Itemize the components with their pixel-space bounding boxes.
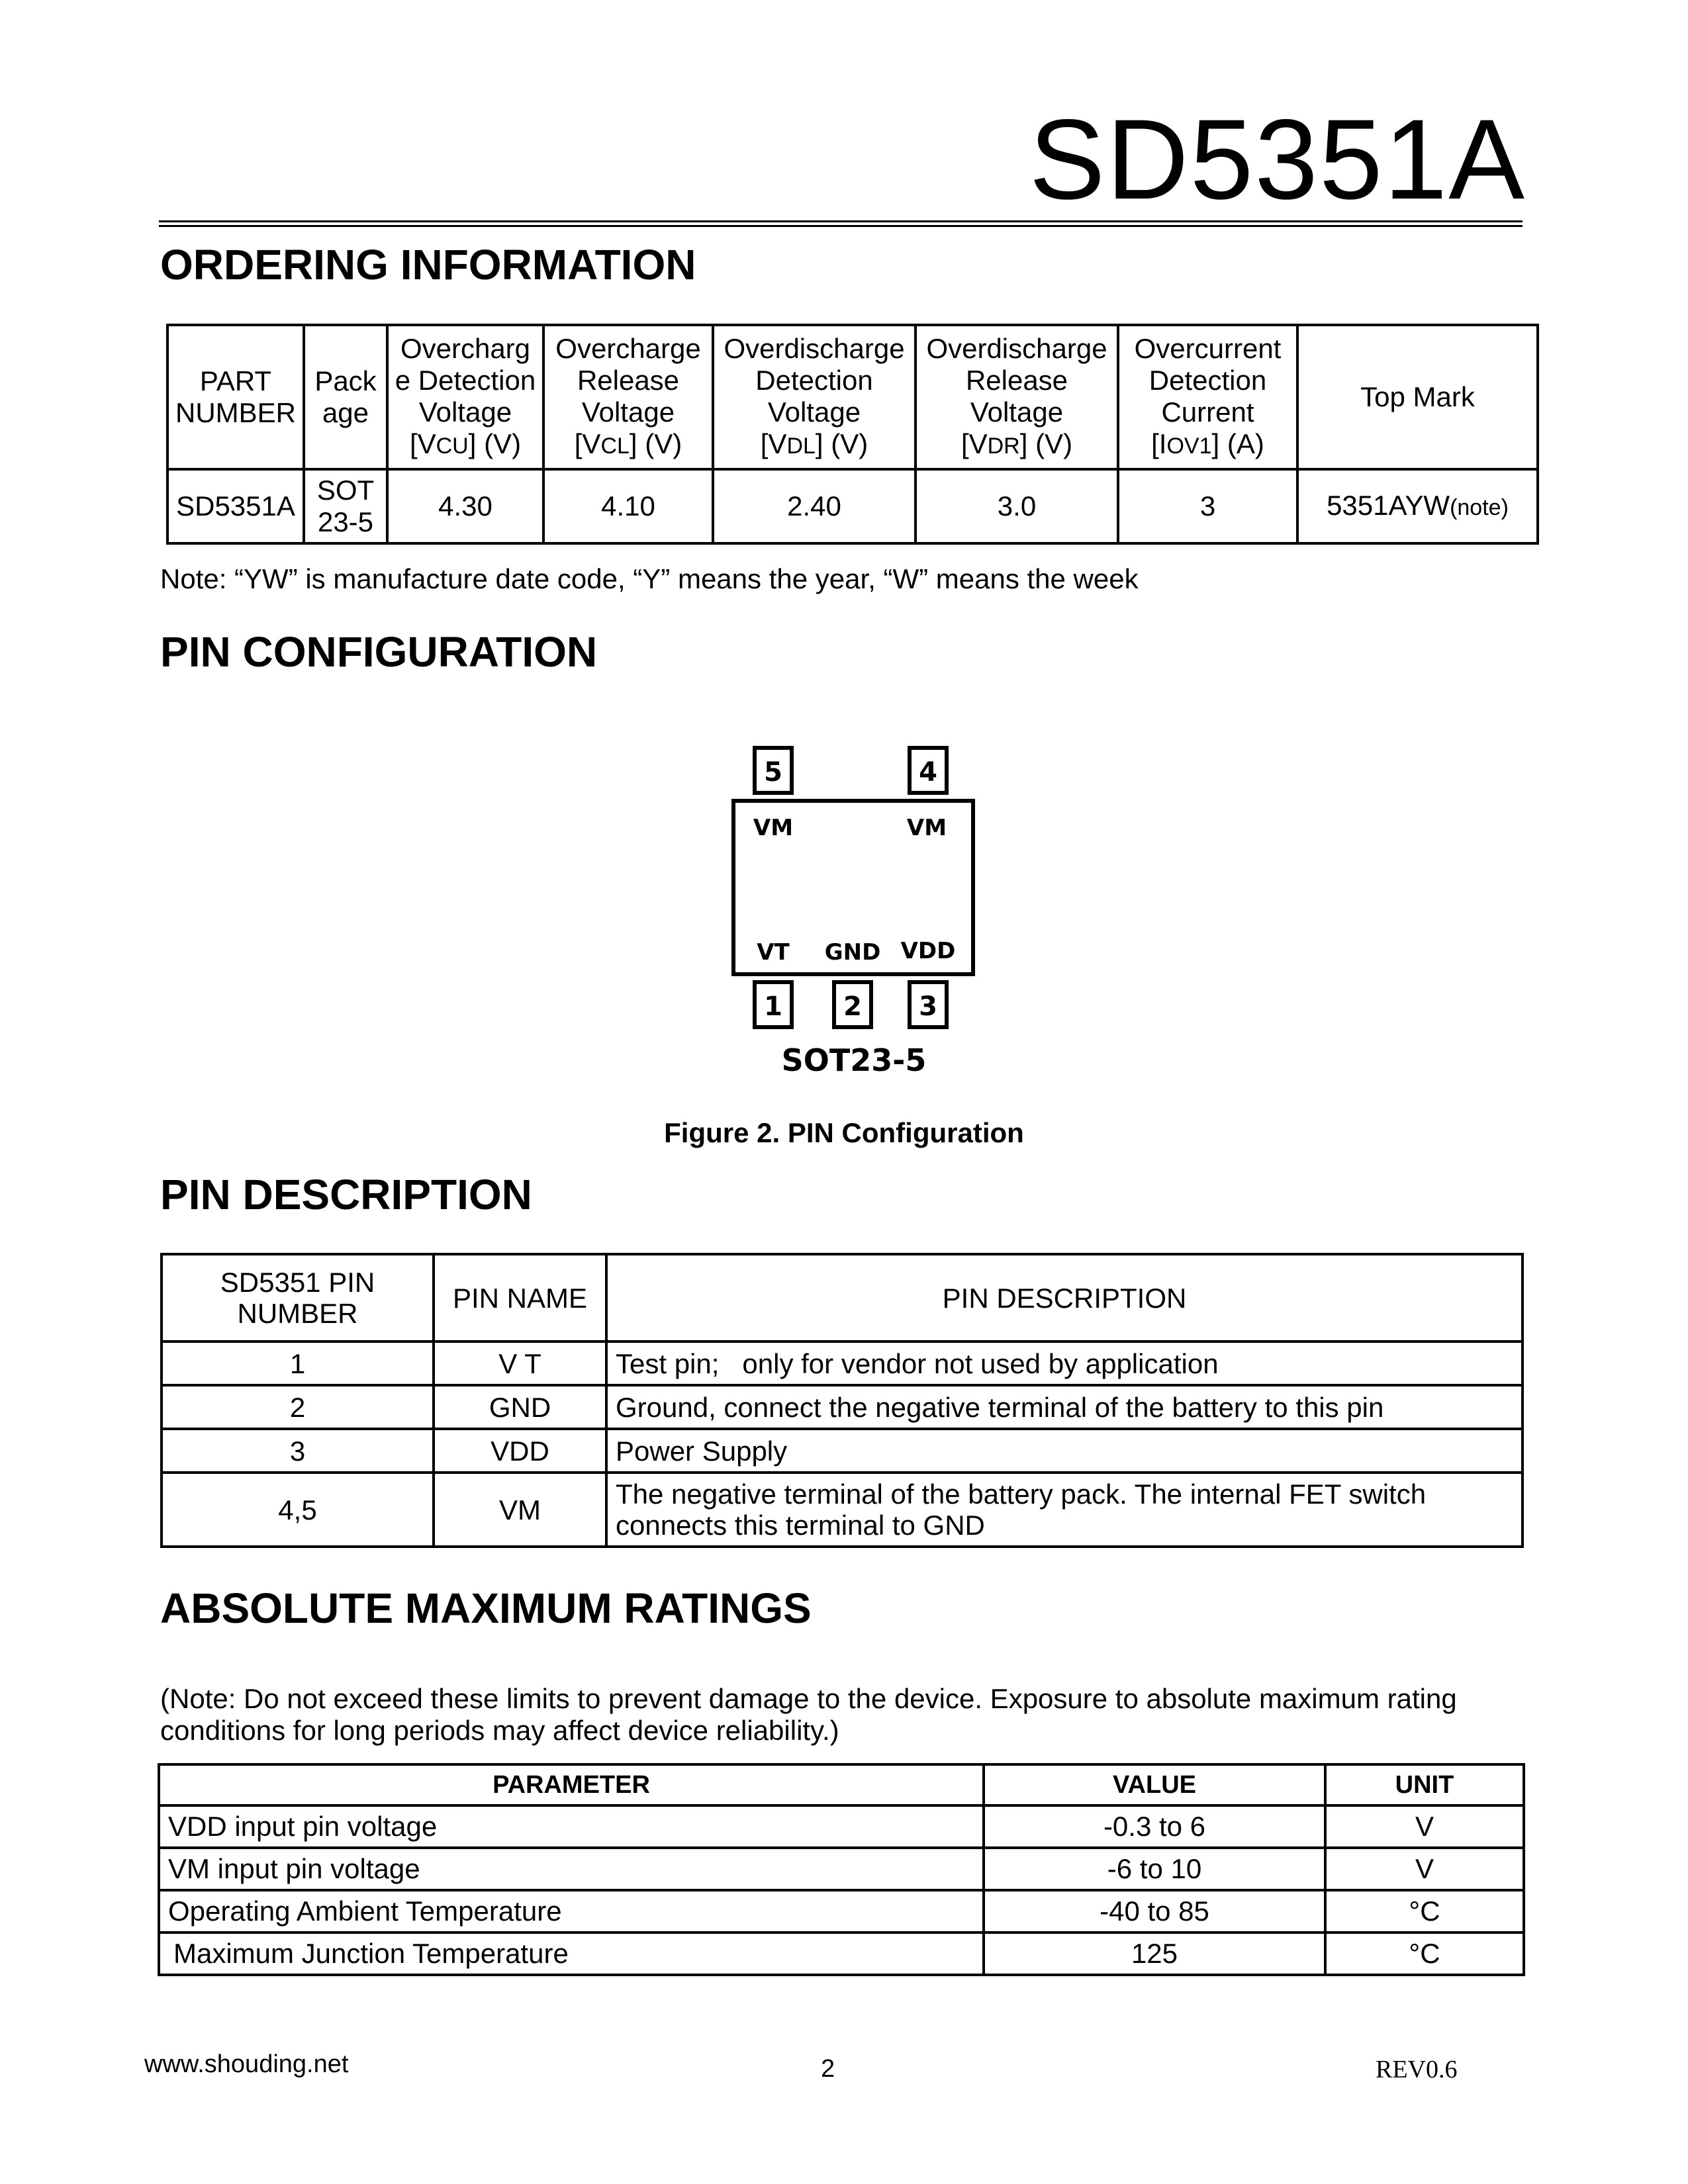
footer-website[interactable]: www.shouding.net — [144, 2050, 349, 2078]
sot23-5-pinout-diagram — [695, 741, 993, 1085]
param-unit: V — [1325, 1805, 1524, 1848]
pin5-number: 5 — [764, 757, 782, 788]
abs-max-table — [158, 1763, 1525, 1976]
pin-num: 2 — [162, 1385, 434, 1429]
document-title: SD5351A — [1029, 96, 1526, 223]
pin-name: V T — [434, 1342, 606, 1385]
pin-num: 4,5 — [162, 1473, 434, 1547]
col-part-number: PART NUMBER — [167, 325, 304, 469]
pin1-number: 1 — [764, 991, 782, 1022]
pin-desc: Test pin; only for vendor not used by application — [606, 1342, 1523, 1385]
pin-config-heading: PIN CONFIGURATION — [160, 628, 598, 676]
cell-vcu: 4.30 — [387, 469, 543, 543]
pin-name: VM — [434, 1473, 606, 1547]
col-vcu: Overcharg e Detection Voltage [VCU] (V) — [387, 325, 543, 469]
pin2-number: 2 — [843, 991, 862, 1022]
col-top-mark: Top Mark — [1297, 325, 1538, 469]
col-iov1: Overcurrent Detection Current [IOV1] (A) — [1118, 325, 1297, 469]
table-row — [159, 1848, 1524, 1890]
param-value: 125 — [984, 1933, 1325, 1975]
header-rule — [159, 220, 1523, 227]
package-name: SOT23-5 — [781, 1042, 927, 1078]
amr-header-row — [159, 1764, 1524, 1805]
table-row — [162, 1429, 1523, 1473]
pin-description-heading: PIN DESCRIPTION — [160, 1171, 532, 1218]
col-value: VALUE — [984, 1764, 1325, 1805]
pin4-number: 4 — [919, 757, 937, 788]
pin1-label: VT — [757, 939, 790, 966]
ordering-data-row — [167, 469, 1538, 543]
col-vdr: Overdischarge Release Voltage [VDR] (V) — [915, 325, 1118, 469]
cell-package: SOT 23-5 — [304, 469, 387, 543]
table-row — [159, 1805, 1524, 1848]
col-package: Pack age — [304, 325, 387, 469]
table-row — [159, 1933, 1524, 1975]
footer-revision: REV0.6 — [1376, 2056, 1458, 2083]
pin-desc: Ground, connect the negative terminal of the battery to this pin — [606, 1385, 1523, 1429]
ordering-heading: ORDERING INFORMATION — [160, 241, 696, 289]
cell-iov1: 3 — [1118, 469, 1297, 543]
col-pin-name: PIN NAME — [434, 1254, 606, 1342]
param-value: -0.3 to 6 — [984, 1805, 1325, 1848]
cell-part: SD5351A — [167, 469, 304, 543]
ordering-table — [166, 324, 1539, 545]
pin3-number: 3 — [919, 991, 937, 1022]
param-name: VM input pin voltage — [159, 1848, 984, 1890]
cell-vdl: 2.40 — [713, 469, 915, 543]
table-row — [162, 1385, 1523, 1429]
col-vdl: Overdischarge Detection Voltage [VDL] (V) — [713, 325, 915, 469]
col-vcl: Overcharge Release Voltage [VCL] (V) — [543, 325, 713, 469]
table-row — [162, 1342, 1523, 1385]
cell-top-mark: 5351AYW(note) — [1297, 469, 1538, 543]
pin5-label: VM — [753, 815, 794, 841]
table-row — [162, 1473, 1523, 1547]
pin2-label: GND — [824, 939, 881, 966]
footer-page-number: 2 — [821, 2055, 835, 2083]
col-parameter: PARAMETER — [159, 1764, 984, 1805]
pin-desc: Power Supply — [606, 1429, 1523, 1473]
param-value: -40 to 85 — [984, 1890, 1325, 1933]
col-pin-desc: PIN DESCRIPTION — [606, 1254, 1523, 1342]
pin4-label: VM — [906, 815, 947, 841]
param-value: -6 to 10 — [984, 1848, 1325, 1890]
param-name: Maximum Junction Temperature — [159, 1933, 984, 1975]
abs-max-heading: ABSOLUTE MAXIMUM RATINGS — [160, 1584, 812, 1632]
figure-caption: Figure 2. PIN Configuration — [664, 1117, 1024, 1148]
pin3-label: VDD — [900, 938, 956, 964]
param-unit: °C — [1325, 1933, 1524, 1975]
param-unit: °C — [1325, 1890, 1524, 1933]
col-unit: UNIT — [1325, 1764, 1524, 1805]
pin-description-table — [160, 1253, 1524, 1548]
param-unit: V — [1325, 1848, 1524, 1890]
param-name: Operating Ambient Temperature — [159, 1890, 984, 1933]
pin-desc: The negative terminal of the battery pack. The internal FET switch connects this terminal to GND — [606, 1473, 1523, 1547]
pin-name: VDD — [434, 1429, 606, 1473]
ordering-header-row — [167, 325, 1538, 469]
param-name: VDD input pin voltage — [159, 1805, 984, 1848]
pin-num: 1 — [162, 1342, 434, 1385]
pin-header-row — [162, 1254, 1523, 1342]
cell-vcl: 4.10 — [543, 469, 713, 543]
cell-vdr: 3.0 — [915, 469, 1118, 543]
pin-name: GND — [434, 1385, 606, 1429]
col-pin-number: SD5351 PIN NUMBER — [162, 1254, 434, 1342]
abs-max-note: (Note: Do not exceed these limits to prevent damage to the device. Exposure to absolute maximum rating conditions for long periods may affect device reliability.) — [160, 1683, 1457, 1746]
pin-num: 3 — [162, 1429, 434, 1473]
table-row — [159, 1890, 1524, 1933]
ordering-note: Note: “YW” is manufacture date code, “Y” means the year, “W” means the week — [160, 563, 1139, 594]
